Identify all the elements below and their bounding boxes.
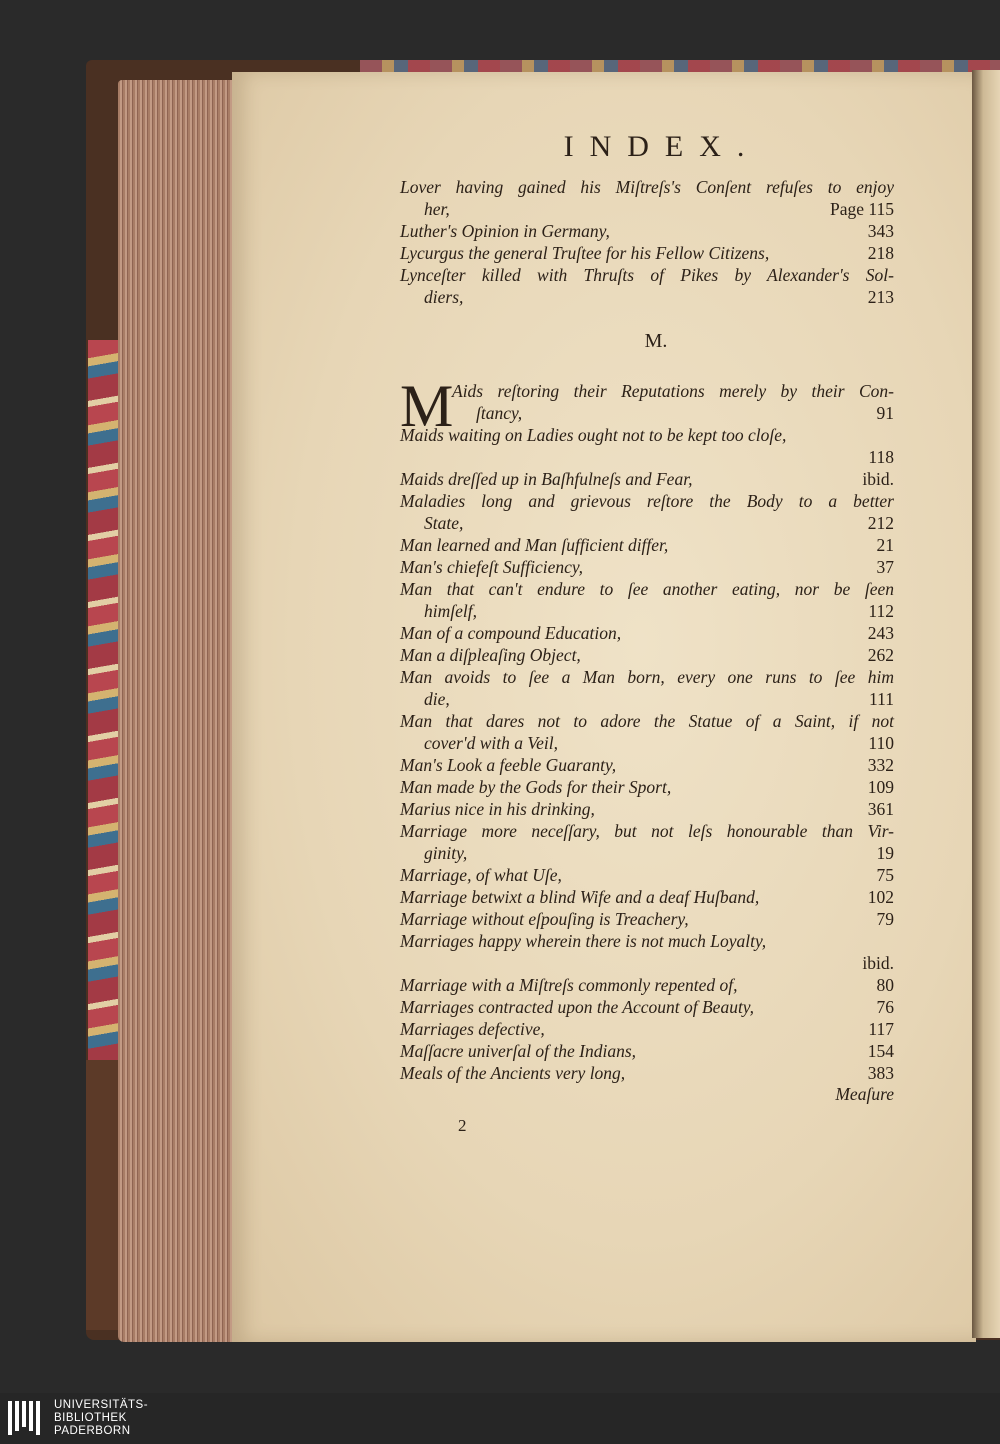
index-entry xyxy=(400,820,894,864)
index-entry xyxy=(400,424,894,468)
index-entry xyxy=(400,644,894,666)
entry-line: die, 111 xyxy=(424,689,894,709)
page-number: 21 xyxy=(876,535,894,555)
entry-line: Man's chiefeſt Sufficiency, 37 xyxy=(400,557,894,577)
entry-line: Maids dreſſed up in Baſhfulneſs and Fear, ibid. xyxy=(400,469,894,489)
index-entry xyxy=(400,864,894,886)
page-number: 102 xyxy=(867,887,894,907)
entry-line: Marriage betwixt a blind Wife and a deaf Huſband, 102 xyxy=(400,887,894,907)
entry-line: Marriages contracted upon the Account of Beauty, 76 xyxy=(400,997,894,1017)
entry-line: Marriages happy wherein there is not much Loyalty, xyxy=(400,931,767,951)
page-number: 79 xyxy=(876,909,894,929)
entry-line: Marriages defective, 117 xyxy=(400,1019,894,1039)
page-number: 383 xyxy=(867,1063,894,1083)
page-number: 75 xyxy=(876,865,894,885)
entry-line: Lynceſter killed with Thruſts of Pikes by Alexander's Sol- xyxy=(400,265,894,285)
entry-line xyxy=(400,952,894,974)
section-letter: M. xyxy=(644,330,668,352)
index-entry xyxy=(400,974,894,996)
index-entry xyxy=(400,534,894,556)
entry-line: Luther's Opinion in Germany, 343 xyxy=(400,221,894,241)
index-entry xyxy=(400,1018,894,1040)
entry-line: Man learned and Man ſufficient differ, 21 xyxy=(400,535,894,555)
index-entry xyxy=(400,264,894,308)
entry-line: Marriage without eſpouſing is Treachery, 79 xyxy=(400,909,894,929)
index-entry xyxy=(400,220,894,242)
index-entry xyxy=(400,1040,894,1062)
page-number: 112 xyxy=(868,601,894,621)
index-entry xyxy=(400,908,894,930)
signature-mark: 2 xyxy=(458,1116,467,1135)
entry-line: Man's Look a feeble Guaranty, 332 xyxy=(400,755,894,775)
page-number: Page 115 xyxy=(830,199,894,219)
entry-line: Aids reſtoring their Reputations merely by their Con- xyxy=(452,381,894,401)
entry-line: himſelf, 112 xyxy=(424,601,894,621)
page-number: 262 xyxy=(867,645,894,665)
page-number: 80 xyxy=(876,975,894,995)
entries-m xyxy=(400,424,894,1084)
page-number: 19 xyxy=(876,843,894,863)
entry-line: ſtancy, 91 xyxy=(476,403,894,423)
index-entry xyxy=(400,490,894,534)
index-entry xyxy=(400,754,894,776)
entry-line: ginity, 19 xyxy=(424,843,894,863)
entry-line: Marriage with a Miſtreſs commonly repented of, 80 xyxy=(400,975,894,995)
entry-line: Lover having gained his Miſtreſs's Conſent refuſes to enjoy xyxy=(400,177,894,197)
index-entry xyxy=(400,176,894,220)
page-number: 243 xyxy=(867,623,894,643)
entry-line: Man that dares not to adore the Statue of a Saint, if not xyxy=(400,711,894,731)
entry-line: State, 212 xyxy=(424,513,894,533)
drop-cap: M xyxy=(400,373,454,439)
index-entry xyxy=(400,578,894,622)
index-entry xyxy=(400,996,894,1018)
page-number: 361 xyxy=(867,799,894,819)
entry-line: Maſſacre univerſal of the Indians, 154 xyxy=(400,1041,894,1061)
page-edges xyxy=(118,80,232,1342)
index-entry xyxy=(400,1062,894,1084)
index-entry xyxy=(400,886,894,908)
page-number: 110 xyxy=(868,733,894,753)
page-number: 118 xyxy=(868,447,894,467)
entry-line: diers, 213 xyxy=(424,287,894,307)
entry-line: Man made by the Gods for their Sport, 109 xyxy=(400,777,894,797)
index-entry xyxy=(400,776,894,798)
index-entry xyxy=(400,242,894,264)
page-number: 343 xyxy=(867,221,894,241)
entry-line: Man avoids to ſee a Man born, every one runs to ſee him xyxy=(400,667,894,687)
entry-line: Maids waiting on Ladies ought not to be kept too cloſe, xyxy=(400,425,787,445)
page-number: 213 xyxy=(867,287,894,307)
entry-line xyxy=(400,446,894,468)
entry-line: Marius nice in his drinking, 361 xyxy=(400,799,894,819)
index-entry xyxy=(400,930,894,974)
page-number: 111 xyxy=(869,689,894,709)
index-entry xyxy=(400,556,894,578)
index-text xyxy=(400,130,894,1106)
entries-l xyxy=(400,176,894,308)
entry-line: Marriage more neceſſary, but not leſs honourable than Vir- xyxy=(400,821,894,841)
page-header: INDEX. xyxy=(563,130,761,163)
page-number: 218 xyxy=(867,243,894,263)
page-number: 91 xyxy=(876,403,894,423)
page-number: 76 xyxy=(876,997,894,1017)
library-logo-icon xyxy=(8,1401,44,1435)
index-entry xyxy=(400,468,894,490)
entry-line: Man of a compound Education, 243 xyxy=(400,623,894,643)
page-number: 117 xyxy=(868,1019,894,1039)
library-name: UNIVERSITÄTS- BIBLIOTHEK PADERBORN xyxy=(54,1399,149,1437)
page-number: 212 xyxy=(867,513,894,533)
index-entry xyxy=(400,798,894,820)
entry-line: Maladies long and grievous reſtore the Body to a better xyxy=(400,491,894,511)
entry-line: Marriage, of what Uſe, 75 xyxy=(400,865,894,885)
page-number: 154 xyxy=(867,1041,894,1061)
library-footer xyxy=(0,1393,1000,1444)
page-number: 37 xyxy=(876,557,894,577)
entry-line: Meals of the Ancients very long, 383 xyxy=(400,1063,894,1083)
entry-line: Man a diſpleaſing Object, 262 xyxy=(400,645,894,665)
catchword: Meaſure xyxy=(835,1084,894,1104)
page-number: ibid. xyxy=(862,469,894,489)
page-number: ibid. xyxy=(862,953,894,973)
entry-line: Man that can't endure to ſee another eating, nor be ſeen xyxy=(400,579,894,599)
index-entry xyxy=(400,666,894,710)
page-number: 332 xyxy=(867,755,894,775)
entry-line: her, Page 115 xyxy=(424,199,894,219)
page-gutter xyxy=(972,70,1000,1338)
page-number: 109 xyxy=(867,777,894,797)
entry-line: Lycurgus the general Truſtee for his Fellow Citizens, 218 xyxy=(400,243,894,263)
entry-line: cover'd with a Veil, 110 xyxy=(424,733,894,753)
index-entry xyxy=(400,622,894,644)
index-entry xyxy=(400,710,894,754)
